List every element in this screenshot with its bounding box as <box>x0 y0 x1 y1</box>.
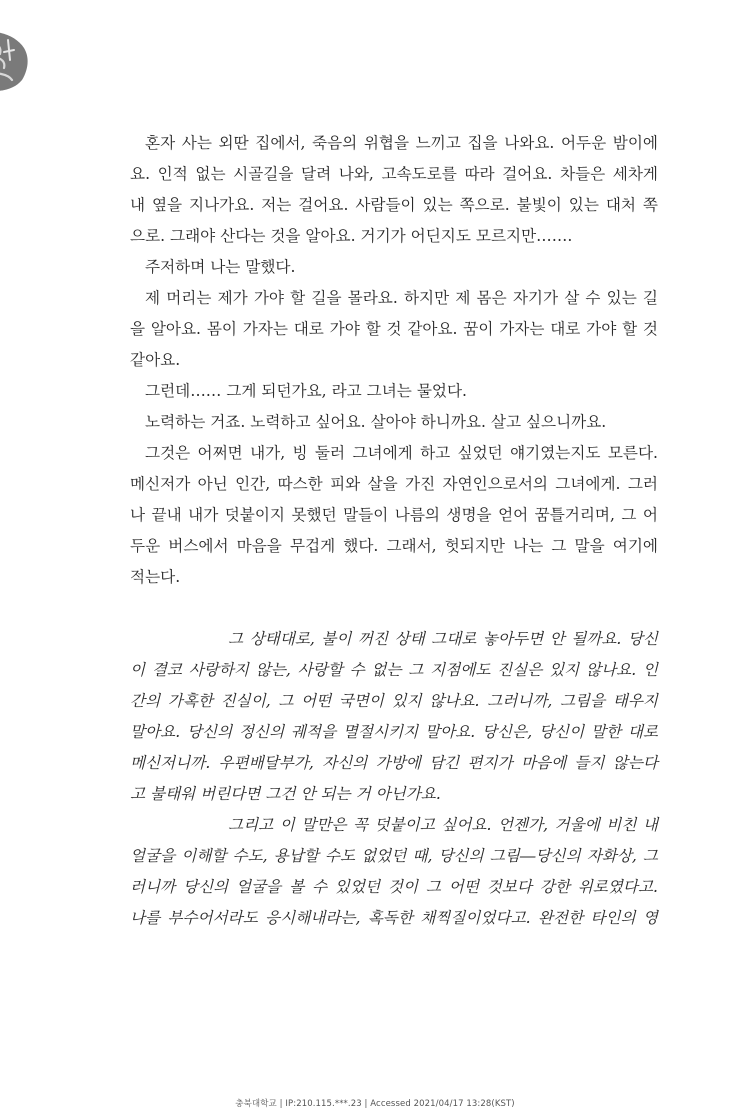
paragraph <box>130 283 658 376</box>
text-line: 그리고 이 말만은 꼭 덧붙이고 싶어요. 언젠가, 거울에 비친 내 <box>228 816 658 834</box>
text-line: 고 불태워 버린다면 그건 안 되는 거 아닌가요. <box>130 785 441 803</box>
text-line: 그런데…… 그게 되던가요, 라고 그녀는 물었다. <box>145 382 467 400</box>
text-line: 나 끝내 내가 덧붙이지 못했던 말들이 나름의 생명을 얻어 꿈틀거리며, 그 어 <box>130 506 658 524</box>
paragraph <box>130 252 658 283</box>
text-line: 노력하는 거죠. 노력하고 싶어요. 살아야 하니까요. 살고 싶으니까요. <box>145 413 607 431</box>
text-line: 그 상태대로, 불이 꺼진 상태 그대로 놓아두면 안 될까요. 당신 <box>228 630 658 648</box>
text-line: 간의 가혹한 진실이, 그 어떤 국면이 있지 않나요. 그러니까, 그림을 태우지 <box>130 692 658 710</box>
section-gap <box>130 593 658 624</box>
text-line: 얼굴을 이해할 수도, 용납할 수도 없었던 때, 당신의 그림―당신의 자화상, 그 <box>130 847 658 865</box>
body-text <box>130 128 658 593</box>
text-line: 주저하며 나는 말했다. <box>145 258 296 276</box>
text-line: 두운 버스에서 마음을 무겁게 했다. 그래서, 헛되지만 나는 그 말을 여기에 <box>130 537 658 555</box>
text-line: 을 알아요. 몸이 가자는 대로 가야 할 것 같아요. 꿈이 가자는 대로 가야 할 것 <box>130 320 658 338</box>
paragraph <box>130 376 658 407</box>
paragraph <box>130 438 658 593</box>
text-line: 그것은 어쩌면 내가, 빙 둘러 그녀에게 하고 싶었던 얘기였는지도 모른다. <box>145 444 658 462</box>
watermark-seal-icon <box>0 30 28 92</box>
text-line: 메신저니까. 우편배달부가, 자신의 가방에 담긴 편지가 마음에 들지 않는다 <box>130 754 658 772</box>
text-line: 같아요. <box>130 351 181 369</box>
text-line: 말아요. 당신의 정신의 궤적을 멸절시키지 말아요. 당신은, 당신이 말한 대로 <box>130 723 658 741</box>
text-line: 이 결코 사랑하지 않는, 사랑할 수 없는 그 지점에도 진실은 있지 않나요. 인 <box>130 661 658 679</box>
text-line: 요. 인적 없는 시골길을 달려 나와, 고속도로를 따라 걸어요. 차들은 세차게 <box>130 165 658 183</box>
page-text <box>130 128 658 934</box>
text-line: 메신저가 아닌 인간, 따스한 피와 살을 가진 자연인으로서의 그녀에게. 그러 <box>130 475 658 493</box>
italic-quote <box>130 624 658 934</box>
paragraph <box>130 810 658 934</box>
text-line: 제 머리는 제가 가야 할 길을 몰라요. 하지만 제 몸은 자기가 살 수 있는 길 <box>145 289 658 307</box>
paragraph <box>130 624 658 810</box>
text-line: 적는다. <box>130 568 181 586</box>
paragraph <box>130 128 658 252</box>
paragraph <box>130 407 658 438</box>
text-line: 나를 부수어서라도 응시해내라는, 혹독한 채찍질이었다고. 완전한 타인의 영 <box>130 909 658 927</box>
text-line: 내 옆을 지나가요. 저는 걸어요. 사람들이 있는 쪽으로. 불빛이 있는 대처 쪽 <box>130 196 658 214</box>
text-line: 혼자 사는 외딴 집에서, 죽음의 위협을 느끼고 집을 나와요. 어두운 밤이에 <box>145 134 658 152</box>
access-footer: 충북대학교 | IP:210.115.***.23 | Accessed 2021/04/17 13:28(KST) <box>235 1099 515 1109</box>
text-line: 러니까 당신의 얼굴을 볼 수 있었던 것이 그 어떤 것보다 강한 위로였다고. <box>130 878 658 896</box>
text-line: 으로. 그래야 산다는 것을 알아요. 거기가 어딘지도 모르지만……. <box>130 227 573 245</box>
